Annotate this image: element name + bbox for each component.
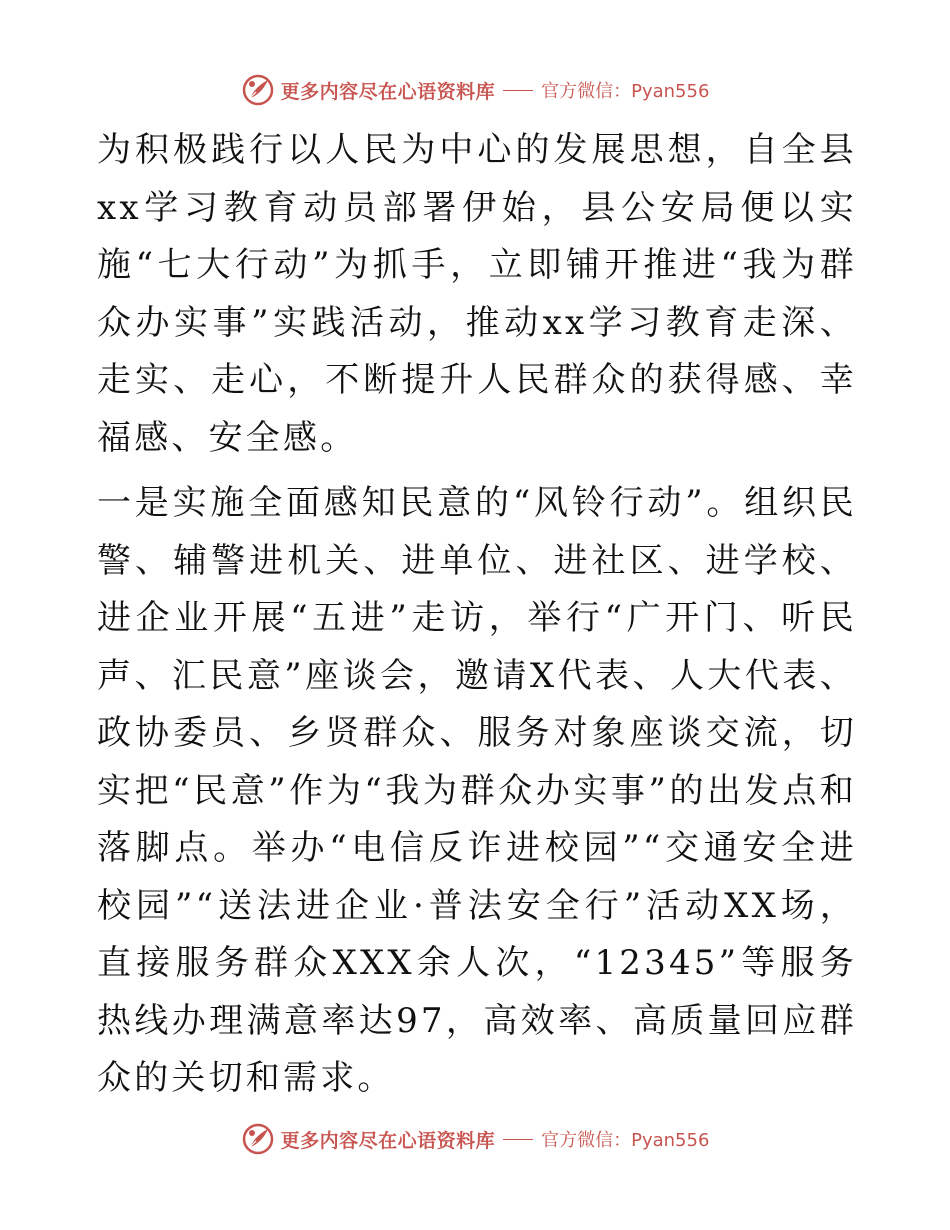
document-body [97,122,857,1116]
paragraph-fengling-action: 一是实施全面感知民意的“风铃行动”。组织民警、辅警进机关、进单位、进社区、进学校、进企业开展“五进”走访，举行“广开门、听民声、汇民意”座谈会，邀请X代表、人大代表、政协委员、乡贤群众、服务对象座谈交流，切实把“民意”作为“我为群众办实事”的出发点和落脚点。举办“电信反诈进校园”“交通安全进校园”“送法进企业·普法安全行”活动XX场，直接服务群众XXX余人次，“12345”等服务热线办理满意率达97，高效率、高质量回应群众的关切和需求。 [97,483,857,1098]
footer-brand-text: 更多内容尽在心语资料库 [280,1129,496,1152]
footer-banner [0,1119,950,1159]
header-separator [503,90,533,91]
footer-separator [503,1139,533,1140]
quill-pen-logo-icon [241,73,275,107]
header-contact-text: 官方微信：Pyan556 [541,81,710,102]
footer-contact-text: 官方微信：Pyan556 [541,1130,710,1151]
quill-pen-logo-icon [241,1122,275,1156]
header-brand-text: 更多内容尽在心语资料库 [280,80,496,103]
header-banner [0,70,950,110]
paragraph-intro: 为积极践行以人民为中心的发展思想，自全县xx学习教育动员部署伊始，县公安局便以实施“七大行动”为抓手，立即铺开推进“我为群众办实事”实践活动，推动xx学习教育走深、走实、走心，不断提升人民群众的获得感、幸福感、安全感。 [97,130,857,458]
